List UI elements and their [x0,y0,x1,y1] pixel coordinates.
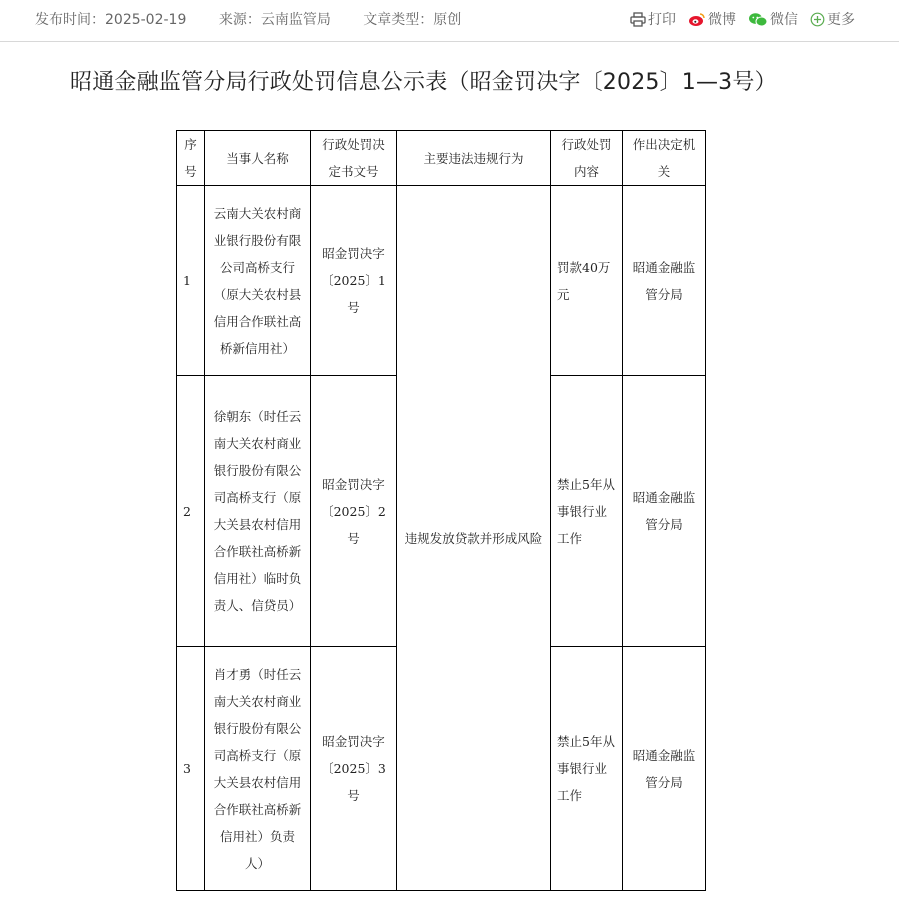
cell-authority: 昭通金融监管分局 [623,647,706,891]
weibo-share-button[interactable] [688,9,736,29]
article-meta-bar [0,0,899,42]
cell-seq: 1 [177,186,205,376]
cell-party: 云南大关农村商业银行股份有限公司高桥支行（原大关农村县信用合作联社高桥新信用社） [205,186,311,376]
article-type: 文章类型：原创 [363,12,462,28]
article-source: 来源：云南监管局 [218,12,331,28]
cell-doc-no: 昭金罚决字〔2025〕3号 [311,647,397,891]
weibo-icon [688,12,706,27]
cell-doc-no: 昭金罚决字〔2025〕1号 [311,186,397,376]
header-violation: 主要违法违规行为 [397,131,551,186]
header-penalty: 行政处罚内容 [551,131,623,186]
printer-icon [630,12,646,27]
publish-time: 发布时间：2025-02-19 [35,12,187,28]
wechat-label: 微信 [770,12,798,28]
table-header-row [177,131,706,186]
print-button[interactable] [630,9,676,29]
cell-authority: 昭通金融监管分局 [623,376,706,647]
cell-violation: 违规发放贷款并形成风险 [397,186,551,891]
plus-circle-icon [810,12,825,27]
cell-penalty: 罚款40万元 [551,186,623,376]
wechat-share-button[interactable] [748,9,798,29]
cell-party: 肖才勇（时任云南大关农村商业银行股份有限公司高桥支行（原大关县农村信用合作联社高桥新信用社）负责人） [205,647,311,891]
cell-doc-no: 昭金罚决字〔2025〕2号 [311,376,397,647]
share-bar [618,9,855,29]
header-authority: 作出决定机关 [623,131,706,186]
cell-seq: 2 [177,376,205,647]
page-title: 昭通金融监管分局行政处罚信息公示表（昭金罚决字〔2025〕1—3号） [70,70,777,95]
cell-penalty: 禁止5年从事银行业工作 [551,376,623,647]
more-share-button[interactable] [810,9,855,29]
header-party: 当事人名称 [205,131,311,186]
weibo-label: 微博 [708,12,736,28]
header-seq: 序号 [177,131,205,186]
article-meta [35,9,489,29]
penalty-table [176,130,706,891]
cell-party: 徐朝东（时任云南大关农村商业银行股份有限公司高桥支行（原大关县农村信用合作联社高桥新信用社）临时负责人、信贷员） [205,376,311,647]
cell-seq: 3 [177,647,205,891]
cell-penalty: 禁止5年从事银行业工作 [551,647,623,891]
table-row [177,186,706,376]
cell-authority: 昭通金融监管分局 [623,186,706,376]
print-label: 打印 [648,12,676,28]
more-label: 更多 [827,12,855,28]
header-doc-no: 行政处罚决定书文号 [311,131,397,186]
wechat-icon [748,12,768,27]
